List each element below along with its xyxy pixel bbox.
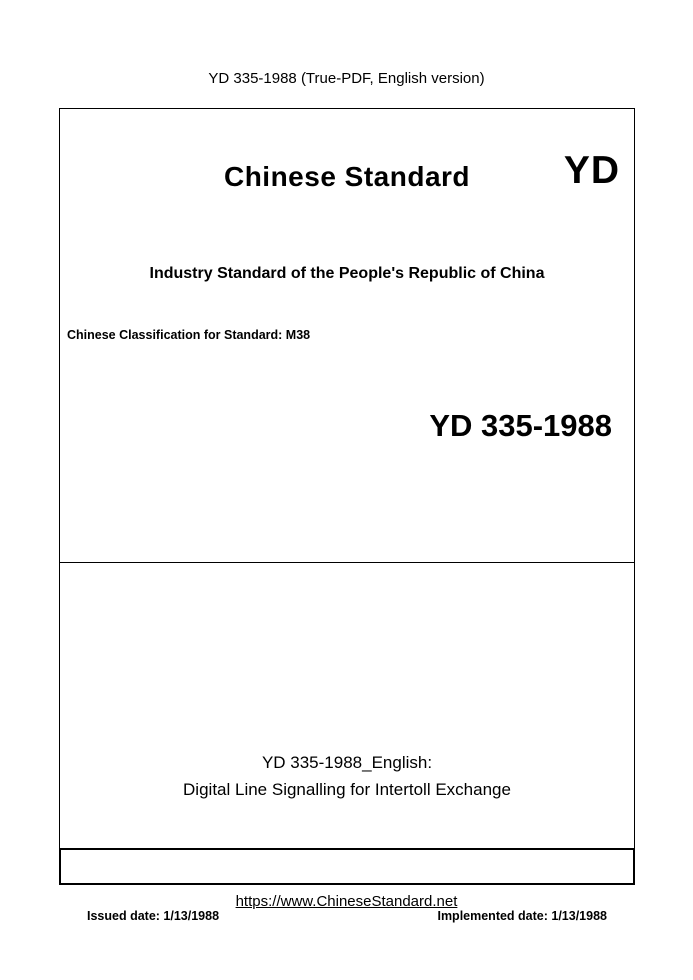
document-title [60,749,634,803]
page-header-title: YD 335-1988 (True-PDF, English version) [208,70,485,87]
industry-standard-line: Industry Standard of the People's Republic of China [149,265,545,282]
dates-row [60,909,634,923]
source-website-link[interactable]: https://www.ChineseStandard.net [235,893,458,910]
yd-logo-icon: YD [563,149,620,192]
cover-bottom-bar [59,848,635,885]
cover-upper-section [59,108,635,563]
standard-heading: Chinese Standard [223,161,471,192]
classification-line: Chinese Classification for Standard: M38 [67,328,311,342]
document-title-line-1: YD 335-1988_English: [261,753,433,772]
standard-number: YD 335-1988 [429,408,612,443]
document-title-line-2: Digital Line Signalling for Intertoll Exchange [183,780,511,799]
issued-date: Issued date: 1/13/1988 [87,909,220,923]
implemented-date: Implemented date: 1/13/1988 [437,909,607,923]
